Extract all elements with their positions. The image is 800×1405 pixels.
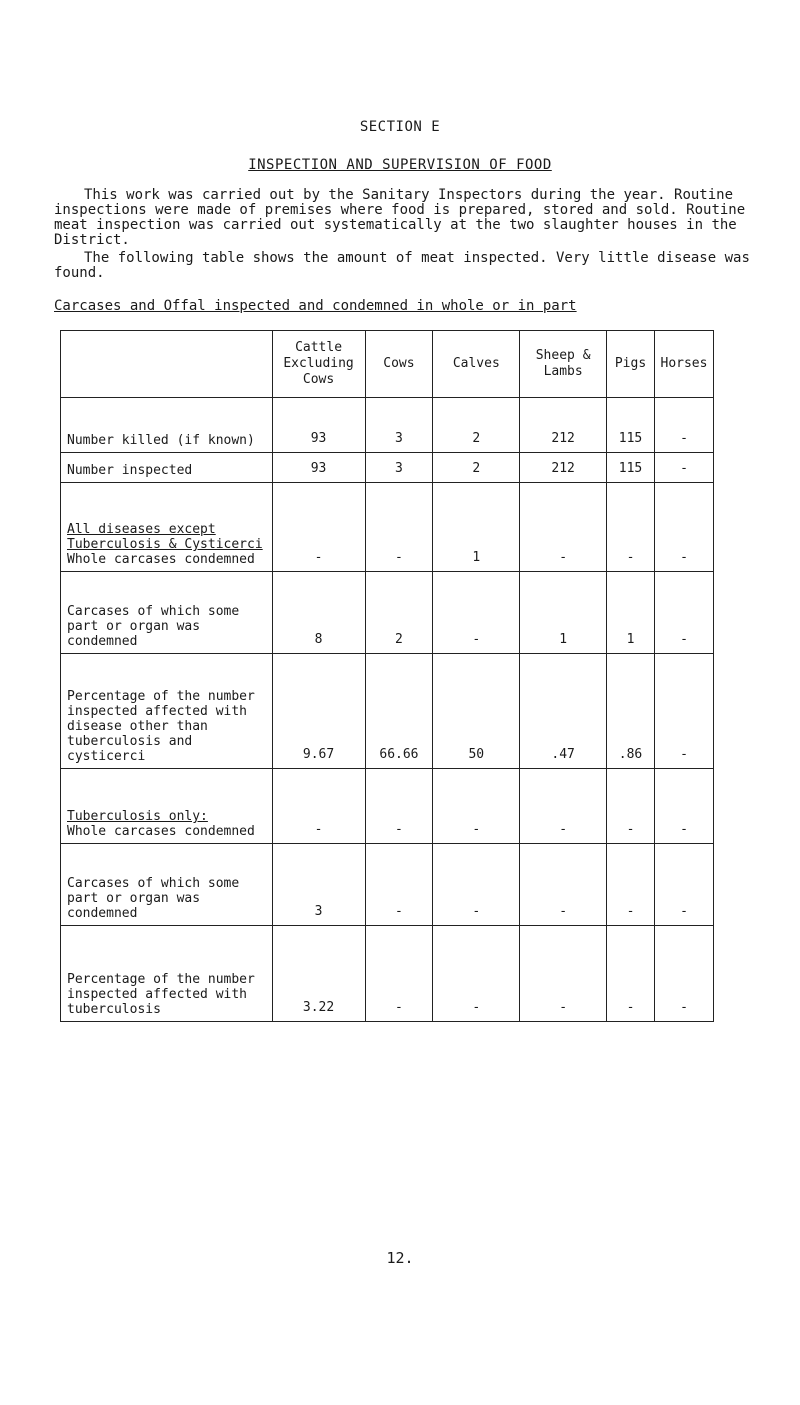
row-label: Percentage of the number inspected affected with tuberculosis xyxy=(61,926,273,1022)
table-row xyxy=(61,769,714,844)
table-cell: 1 xyxy=(607,572,655,654)
table-cell: 3 xyxy=(272,844,365,926)
column-header: Calves xyxy=(433,331,520,398)
table-cell: - xyxy=(607,769,655,844)
table-cell: - xyxy=(654,844,713,926)
row-label xyxy=(61,769,273,844)
table-cell: 93 xyxy=(272,398,365,453)
table-cell: - xyxy=(607,926,655,1022)
column-header: Cattle Excluding Cows xyxy=(272,331,365,398)
table-row xyxy=(61,453,714,483)
table-cell: 2 xyxy=(433,398,520,453)
table-cell: - xyxy=(272,483,365,572)
table-row xyxy=(61,572,714,654)
table-cell: 50 xyxy=(433,654,520,769)
table-row xyxy=(61,844,714,926)
table-cell: 1 xyxy=(433,483,520,572)
table-cell: 3.22 xyxy=(272,926,365,1022)
table-cell: - xyxy=(520,844,607,926)
table-row xyxy=(61,654,714,769)
row-label: Percentage of the number inspected affected with disease other than tuberculosis and cysticerci xyxy=(61,654,273,769)
table-cell: - xyxy=(433,844,520,926)
table-cell: 8 xyxy=(272,572,365,654)
table-cell: - xyxy=(654,769,713,844)
table-row xyxy=(61,926,714,1022)
table-cell: - xyxy=(365,844,433,926)
table-cell: 3 xyxy=(365,453,433,483)
row-label-text: Whole carcases condemned xyxy=(67,552,255,567)
table-cell: - xyxy=(654,654,713,769)
table-cell: - xyxy=(433,926,520,1022)
meat-inspection-table xyxy=(60,330,714,1022)
table-row xyxy=(61,398,714,453)
section-subheading: All diseases except Tuberculosis & Cysticerci xyxy=(67,522,263,552)
table-cell: - xyxy=(433,769,520,844)
row-label-text: Whole carcases condemned xyxy=(67,824,255,839)
column-header: Pigs xyxy=(607,331,655,398)
table-caption: Carcases and Offal inspected and condemned in whole or in part xyxy=(54,298,577,314)
table-cell: .47 xyxy=(520,654,607,769)
table-cell: - xyxy=(365,769,433,844)
table-cell: - xyxy=(365,926,433,1022)
table-cell: 212 xyxy=(520,398,607,453)
table-cell: - xyxy=(654,483,713,572)
table-cell: - xyxy=(607,483,655,572)
table-header-row xyxy=(61,331,714,398)
intro-paragraph: This work was carried out by the Sanitary Inspectors during the year. Routine inspections were made of premises where food is prepared, stored and sold. Routine meat inspection was carried out systematically at the two slaughter houses in the District. xyxy=(54,187,746,248)
table-cell: 115 xyxy=(607,453,655,483)
table-cell: - xyxy=(520,926,607,1022)
table-cell: - xyxy=(654,572,713,654)
page-number: 12. xyxy=(386,1249,414,1267)
table-cell: 9.67 xyxy=(272,654,365,769)
table-row xyxy=(61,483,714,572)
page-title: INSPECTION AND SUPERVISION OF FOOD xyxy=(248,157,552,173)
table-cell: - xyxy=(272,769,365,844)
table-cell: 66.66 xyxy=(365,654,433,769)
column-header: Horses xyxy=(654,331,713,398)
table-cell: - xyxy=(520,769,607,844)
table-cell: 93 xyxy=(272,453,365,483)
table-cell: .86 xyxy=(607,654,655,769)
row-label: Carcases of which some part or organ was condemned xyxy=(61,572,273,654)
row-label: Number killed (if known) xyxy=(61,398,273,453)
table-cell: 115 xyxy=(607,398,655,453)
table-cell: 2 xyxy=(365,572,433,654)
table-cell: - xyxy=(607,844,655,926)
section-subheading: Tuberculosis only: xyxy=(67,809,208,824)
table-cell: - xyxy=(654,398,713,453)
row-label: Carcases of which some part or organ was condemned xyxy=(61,844,273,926)
column-header: Sheep & Lambs xyxy=(520,331,607,398)
section-heading: SECTION E xyxy=(359,119,441,135)
table-cell: 212 xyxy=(520,453,607,483)
header-blank xyxy=(61,331,273,398)
table-cell: - xyxy=(654,926,713,1022)
table-cell: 1 xyxy=(520,572,607,654)
table-cell: 2 xyxy=(433,453,520,483)
table-cell: - xyxy=(433,572,520,654)
column-header: Cows xyxy=(365,331,433,398)
table-cell: - xyxy=(520,483,607,572)
table-cell: 3 xyxy=(365,398,433,453)
row-label: Number inspected xyxy=(61,453,273,483)
row-label xyxy=(61,483,273,572)
table-cell: - xyxy=(365,483,433,572)
table-intro-paragraph: The following table shows the amount of meat inspected. Very little disease was found. xyxy=(54,250,750,281)
table-cell: - xyxy=(654,453,713,483)
